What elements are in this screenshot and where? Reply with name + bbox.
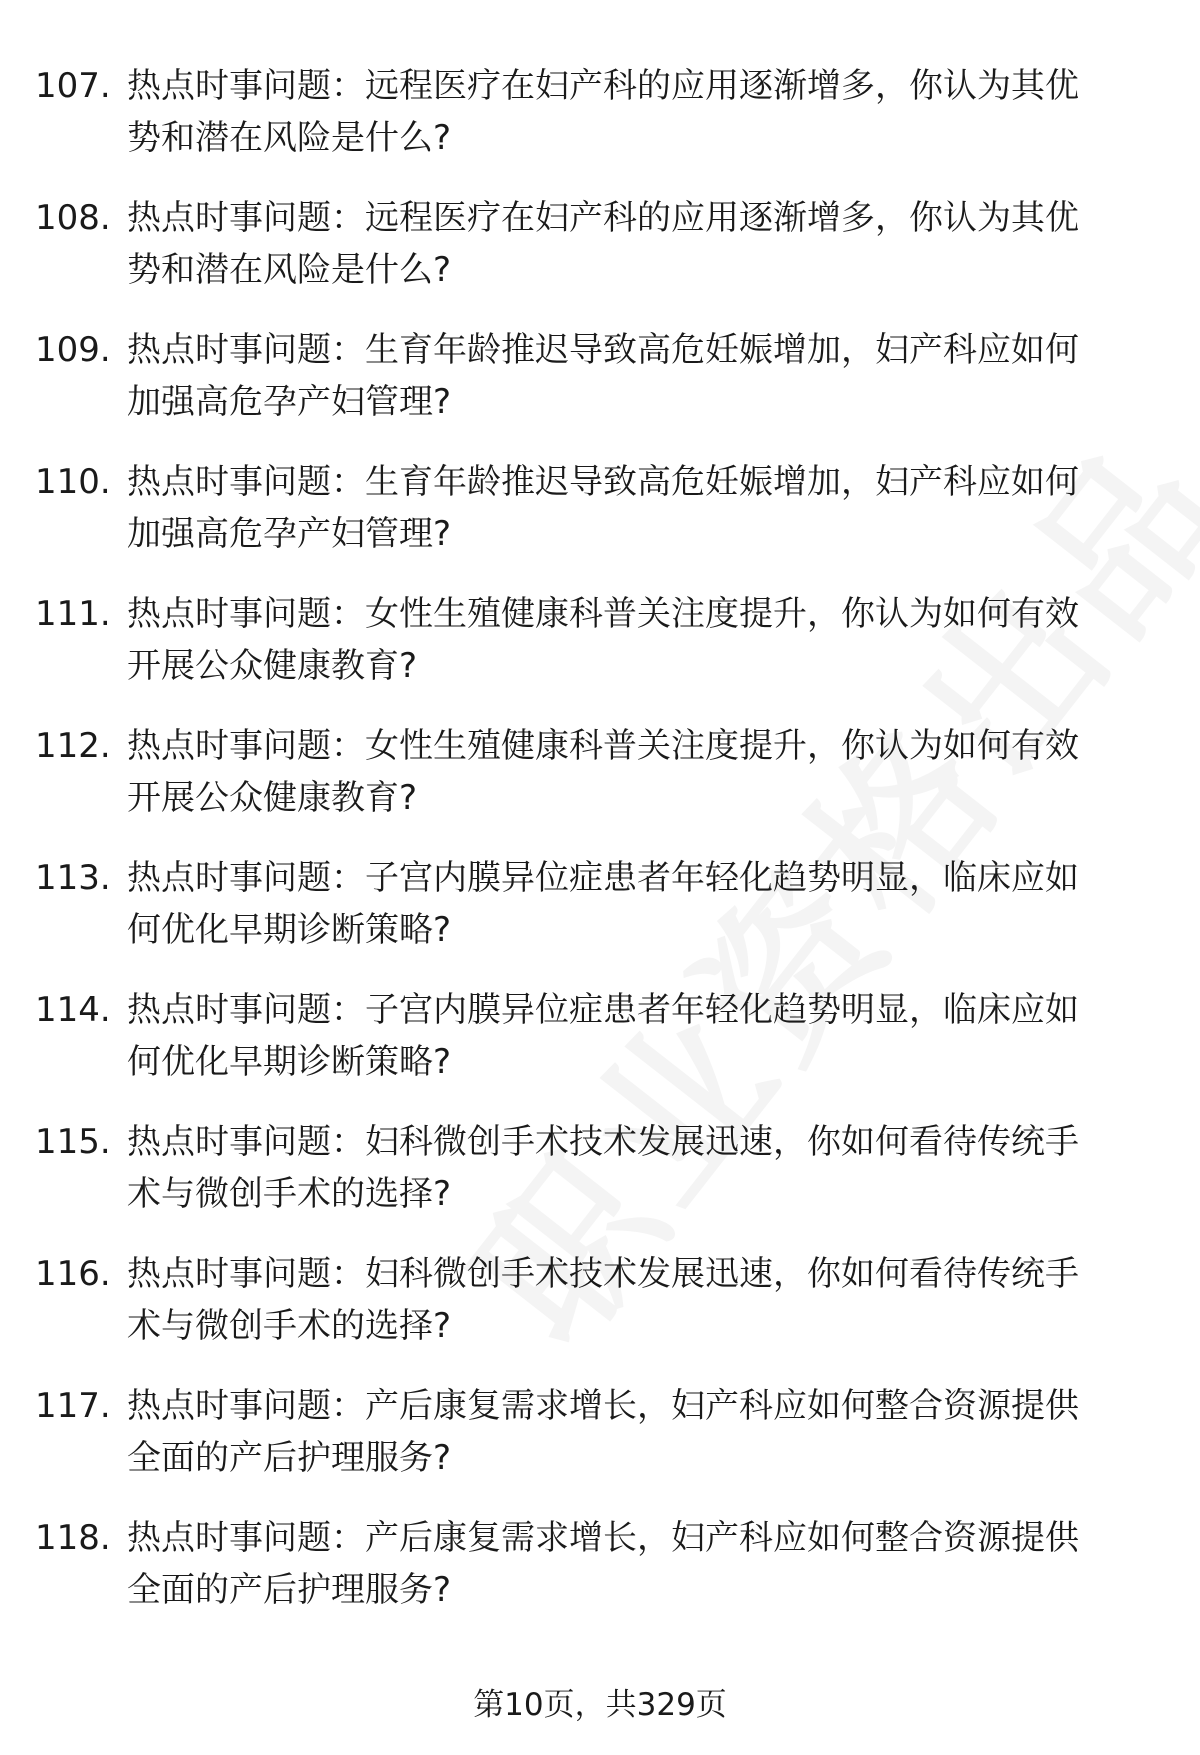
question-line-1: 热点时事问题：产后康复需求增长，妇产科应如何整合资源提供 xyxy=(127,1386,1079,1426)
question-line-1: 热点时事问题：女性生殖健康科普关注度提升，你认为如何有效 xyxy=(127,594,1079,634)
question-line-2: 何优化早期诊断策略? xyxy=(127,910,452,950)
question-text xyxy=(127,1248,1147,1352)
page-number-label: 第10页，共329页 xyxy=(473,1687,727,1723)
question-number: 110. xyxy=(35,462,111,502)
question-text xyxy=(127,984,1147,1088)
question-number: 109. xyxy=(35,330,111,370)
question-number: 117. xyxy=(35,1386,111,1426)
question-number: 115. xyxy=(35,1122,111,1162)
question-text xyxy=(127,1380,1147,1484)
question-number: 107. xyxy=(35,66,111,106)
question-item-108 xyxy=(0,192,1200,324)
question-item-110 xyxy=(0,456,1200,588)
question-number: 118. xyxy=(35,1518,111,1558)
question-item-116 xyxy=(0,1248,1200,1380)
question-line-2: 术与微创手术的选择? xyxy=(127,1306,452,1346)
question-line-1: 热点时事问题：远程医疗在妇产科的应用逐渐增多，你认为其优 xyxy=(127,198,1079,238)
question-text xyxy=(127,852,1147,956)
question-number: 112. xyxy=(35,726,111,766)
question-line-2: 全面的产后护理服务? xyxy=(127,1570,452,1610)
question-text xyxy=(127,1512,1147,1616)
question-text xyxy=(127,192,1147,296)
question-line-2: 开展公众健康教育? xyxy=(127,778,418,818)
question-item-111 xyxy=(0,588,1200,720)
question-item-115 xyxy=(0,1116,1200,1248)
question-text xyxy=(127,456,1147,560)
question-line-1: 热点时事问题：子宫内膜异位症患者年轻化趋势明显，临床应如 xyxy=(127,990,1079,1030)
page-footer xyxy=(0,1683,1200,1727)
question-text xyxy=(127,60,1147,164)
question-list xyxy=(0,60,1200,1644)
question-line-1: 热点时事问题：生育年龄推迟导致高危妊娠增加，妇产科应如何 xyxy=(127,462,1079,502)
question-item-113 xyxy=(0,852,1200,984)
question-line-1: 热点时事问题：产后康复需求增长，妇产科应如何整合资源提供 xyxy=(127,1518,1079,1558)
question-line-1: 热点时事问题：妇科微创手术技术发展迅速，你如何看待传统手 xyxy=(127,1254,1079,1294)
question-line-2: 势和潜在风险是什么? xyxy=(127,118,452,158)
question-line-2: 术与微创手术的选择? xyxy=(127,1174,452,1214)
question-item-112 xyxy=(0,720,1200,852)
question-item-107 xyxy=(0,60,1200,192)
question-text xyxy=(127,588,1147,692)
question-line-2: 何优化早期诊断策略? xyxy=(127,1042,452,1082)
question-line-1: 热点时事问题：远程医疗在妇产科的应用逐渐增多，你认为其优 xyxy=(127,66,1079,106)
question-item-118 xyxy=(0,1512,1200,1644)
question-item-117 xyxy=(0,1380,1200,1512)
question-line-2: 势和潜在风险是什么? xyxy=(127,250,452,290)
question-line-1: 热点时事问题：生育年龄推迟导致高危妊娠增加，妇产科应如何 xyxy=(127,330,1079,370)
question-line-1: 热点时事问题：子宫内膜异位症患者年轻化趋势明显，临床应如 xyxy=(127,858,1079,898)
question-line-2: 开展公众健康教育? xyxy=(127,646,418,686)
question-item-114 xyxy=(0,984,1200,1116)
question-number: 108. xyxy=(35,198,111,238)
question-number: 114. xyxy=(35,990,111,1030)
question-number: 116. xyxy=(35,1254,111,1294)
question-line-1: 热点时事问题：妇科微创手术技术发展迅速，你如何看待传统手 xyxy=(127,1122,1079,1162)
question-line-2: 全面的产后护理服务? xyxy=(127,1438,452,1478)
question-text xyxy=(127,324,1147,428)
question-text xyxy=(127,720,1147,824)
question-text xyxy=(127,1116,1147,1220)
question-number: 113. xyxy=(35,858,111,898)
question-number: 111. xyxy=(35,594,111,634)
question-line-2: 加强高危孕产妇管理? xyxy=(127,382,452,422)
question-line-1: 热点时事问题：女性生殖健康科普关注度提升，你认为如何有效 xyxy=(127,726,1079,766)
question-line-2: 加强高危孕产妇管理? xyxy=(127,514,452,554)
question-item-109 xyxy=(0,324,1200,456)
